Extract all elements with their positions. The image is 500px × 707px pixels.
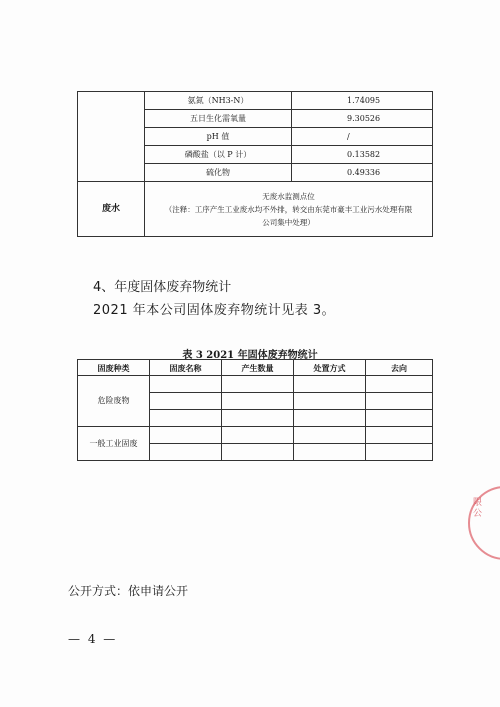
disclosure-method: 公开方式：依申请公开 <box>68 584 189 598</box>
wastewater-monitoring-table <box>77 91 433 237</box>
wastewater-note-line: 无废水监测点位 <box>262 191 315 201</box>
table-caption: 表 3 2021 年固体废弃物统计 <box>182 350 318 361</box>
table-cell-empty <box>78 92 145 182</box>
column-header: 去向 <box>366 360 433 376</box>
table-cell-empty <box>294 376 366 393</box>
table-cell-empty <box>222 444 294 461</box>
table-row <box>78 427 433 444</box>
solid-waste-table <box>77 359 433 461</box>
table-row <box>78 182 433 237</box>
pollutant-name: 氨氮（NH3-N） <box>145 92 292 110</box>
table-cell-empty <box>294 393 366 410</box>
table-cell-empty <box>366 376 433 393</box>
waste-category: 危险废物 <box>78 376 150 427</box>
wastewater-note-line: （注释：工序产生工业废水均不外排，转交由东莞市豪丰工业污水处理有限 <box>164 204 413 214</box>
table-cell-empty <box>150 410 222 427</box>
table-cell-empty <box>150 376 222 393</box>
page-number: — 4 — <box>68 632 118 646</box>
table-header-row <box>78 360 433 376</box>
column-header: 固废种类 <box>78 360 150 376</box>
pollutant-name: 硫化物 <box>145 164 292 182</box>
table-row <box>78 376 433 393</box>
table-cell-empty <box>222 376 294 393</box>
table-cell-empty <box>294 410 366 427</box>
pollutant-value: 0.13582 <box>292 146 433 164</box>
table-cell-empty <box>294 444 366 461</box>
waste-category: 一般工业固废 <box>78 427 150 461</box>
table-cell-empty <box>150 427 222 444</box>
company-seal-text: 限公 <box>471 497 481 519</box>
wastewater-note-line: 公司集中处理） <box>262 217 315 227</box>
table-cell-empty <box>222 410 294 427</box>
wastewater-note <box>145 182 433 237</box>
pollutant-value: 9.30526 <box>292 110 433 128</box>
table-cell-empty <box>150 444 222 461</box>
table-cell-empty <box>222 427 294 444</box>
table-cell-empty <box>366 410 433 427</box>
column-header: 产生数量 <box>222 360 294 376</box>
table-cell-empty <box>366 427 433 444</box>
table-cell-empty <box>366 444 433 461</box>
pollutant-value: / <box>292 128 433 146</box>
section-heading: 4、年度固体废弃物统计 <box>93 280 232 295</box>
table-cell-empty <box>222 393 294 410</box>
table-cell-empty <box>294 427 366 444</box>
section-paragraph: 2021 年本公司固体废弃物统计见表 3。 <box>93 303 336 318</box>
column-header: 处置方式 <box>294 360 366 376</box>
table-cell-empty <box>366 393 433 410</box>
pollutant-name: pH 值 <box>145 128 292 146</box>
pollutant-value: 1.74095 <box>292 92 433 110</box>
pollutant-value: 0.49336 <box>292 164 433 182</box>
table-cell-empty <box>150 393 222 410</box>
pollutant-name: 磷酸盐（以 P 计） <box>145 146 292 164</box>
table-row <box>78 92 433 110</box>
pollutant-name: 五日生化需氧量 <box>145 110 292 128</box>
wastewater-category: 废水 <box>78 182 145 237</box>
column-header: 固废名称 <box>150 360 222 376</box>
